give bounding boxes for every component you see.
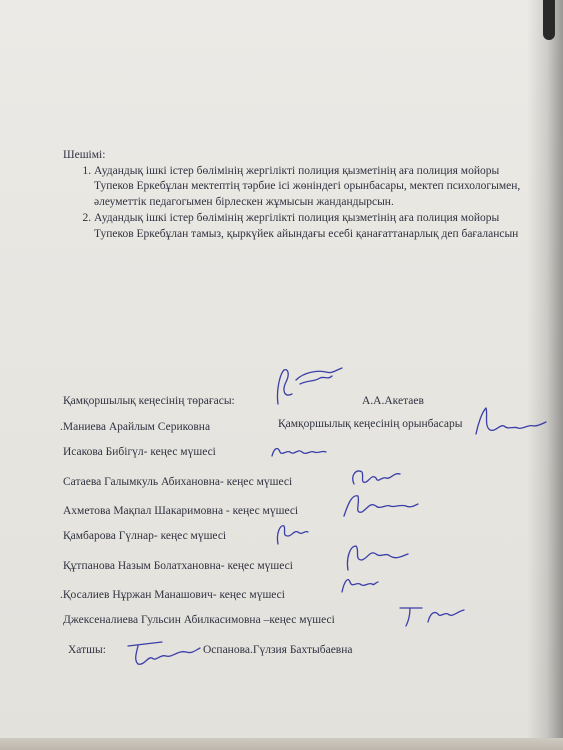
- member-akhmetova-signature: [340, 488, 420, 522]
- member-kosaliev-signature: [338, 572, 380, 596]
- member-isakova: Исакова Бибігүл- кеңес мүшесі: [63, 446, 216, 458]
- secretary-signature: [122, 636, 202, 670]
- decision-list: [66, 164, 534, 243]
- chair-signature: [270, 360, 350, 408]
- decision-item-2: 2. Аудандық ішкі істер бөлімінің жергілікті полиция қызметінің аға полиция мойоры Тупеков Еркебұлан тамыз, қыркүйек айындағы есебі қанағаттанарлық деп бағалансын: [94, 211, 534, 242]
- member-sataeva: Сатаева Галымкуль Абихановна- кеңес мүшесі: [63, 476, 293, 488]
- chair-title: Қамқоршылық кеңесінің төрағасы:: [63, 395, 235, 407]
- deputy-name: .Маниева Арайлым Сериковна: [60, 421, 211, 433]
- member-sataeva-signature: [348, 462, 404, 490]
- binder-clip: [543, 0, 555, 40]
- member-kambarova-signature: [272, 518, 312, 548]
- secretary-title: Хатшы:: [68, 644, 106, 656]
- member-kosaliev: .Қосалиев Нұржан Манашович- кеңес мүшесі: [60, 589, 285, 601]
- member-isakova-signature: [268, 440, 328, 462]
- member-dzheksenalieva: Джексеналиева Гульсин Абилкасимовна –кеңес мүшесі: [63, 614, 335, 626]
- decision-item-1: 1. Аудандық ішкі істер бөлімінің жергілікті полиция қызметінің аға полиция мойоры Тупеков Еркебұлан мектептің тәрбие ісі жөніндегі орынбасары, мектеп психологымен, әлеуметтік педагогымен бірлескен жұмысын жандандырсын.: [94, 164, 534, 210]
- member-dzheksenalieva-signature: [394, 600, 468, 628]
- member-kutpanova-signature: [340, 540, 410, 574]
- member-kambarova: Қамбарова Гүлнар- кеңес мүшесі: [63, 530, 227, 542]
- chair-name: А.А.Акетаев: [362, 395, 424, 407]
- page-edge-shadow: [527, 0, 563, 750]
- member-kutpanova: Құтпанова Назым Болатхановна- кеңес мүшесі: [63, 560, 293, 572]
- secretary-name: Оспанова.Гүлзия Бахтыбаевна: [203, 644, 353, 656]
- deputy-title: Қамқоршылық кеңесінің орынбасары: [278, 418, 463, 430]
- decision-heading: Шешімі:: [63, 149, 106, 161]
- deputy-signature: [470, 404, 550, 438]
- member-akhmetova: Ахметова Мақпал Шакаримовна - кеңес мүшесі: [63, 505, 299, 517]
- table-surface: [0, 738, 563, 750]
